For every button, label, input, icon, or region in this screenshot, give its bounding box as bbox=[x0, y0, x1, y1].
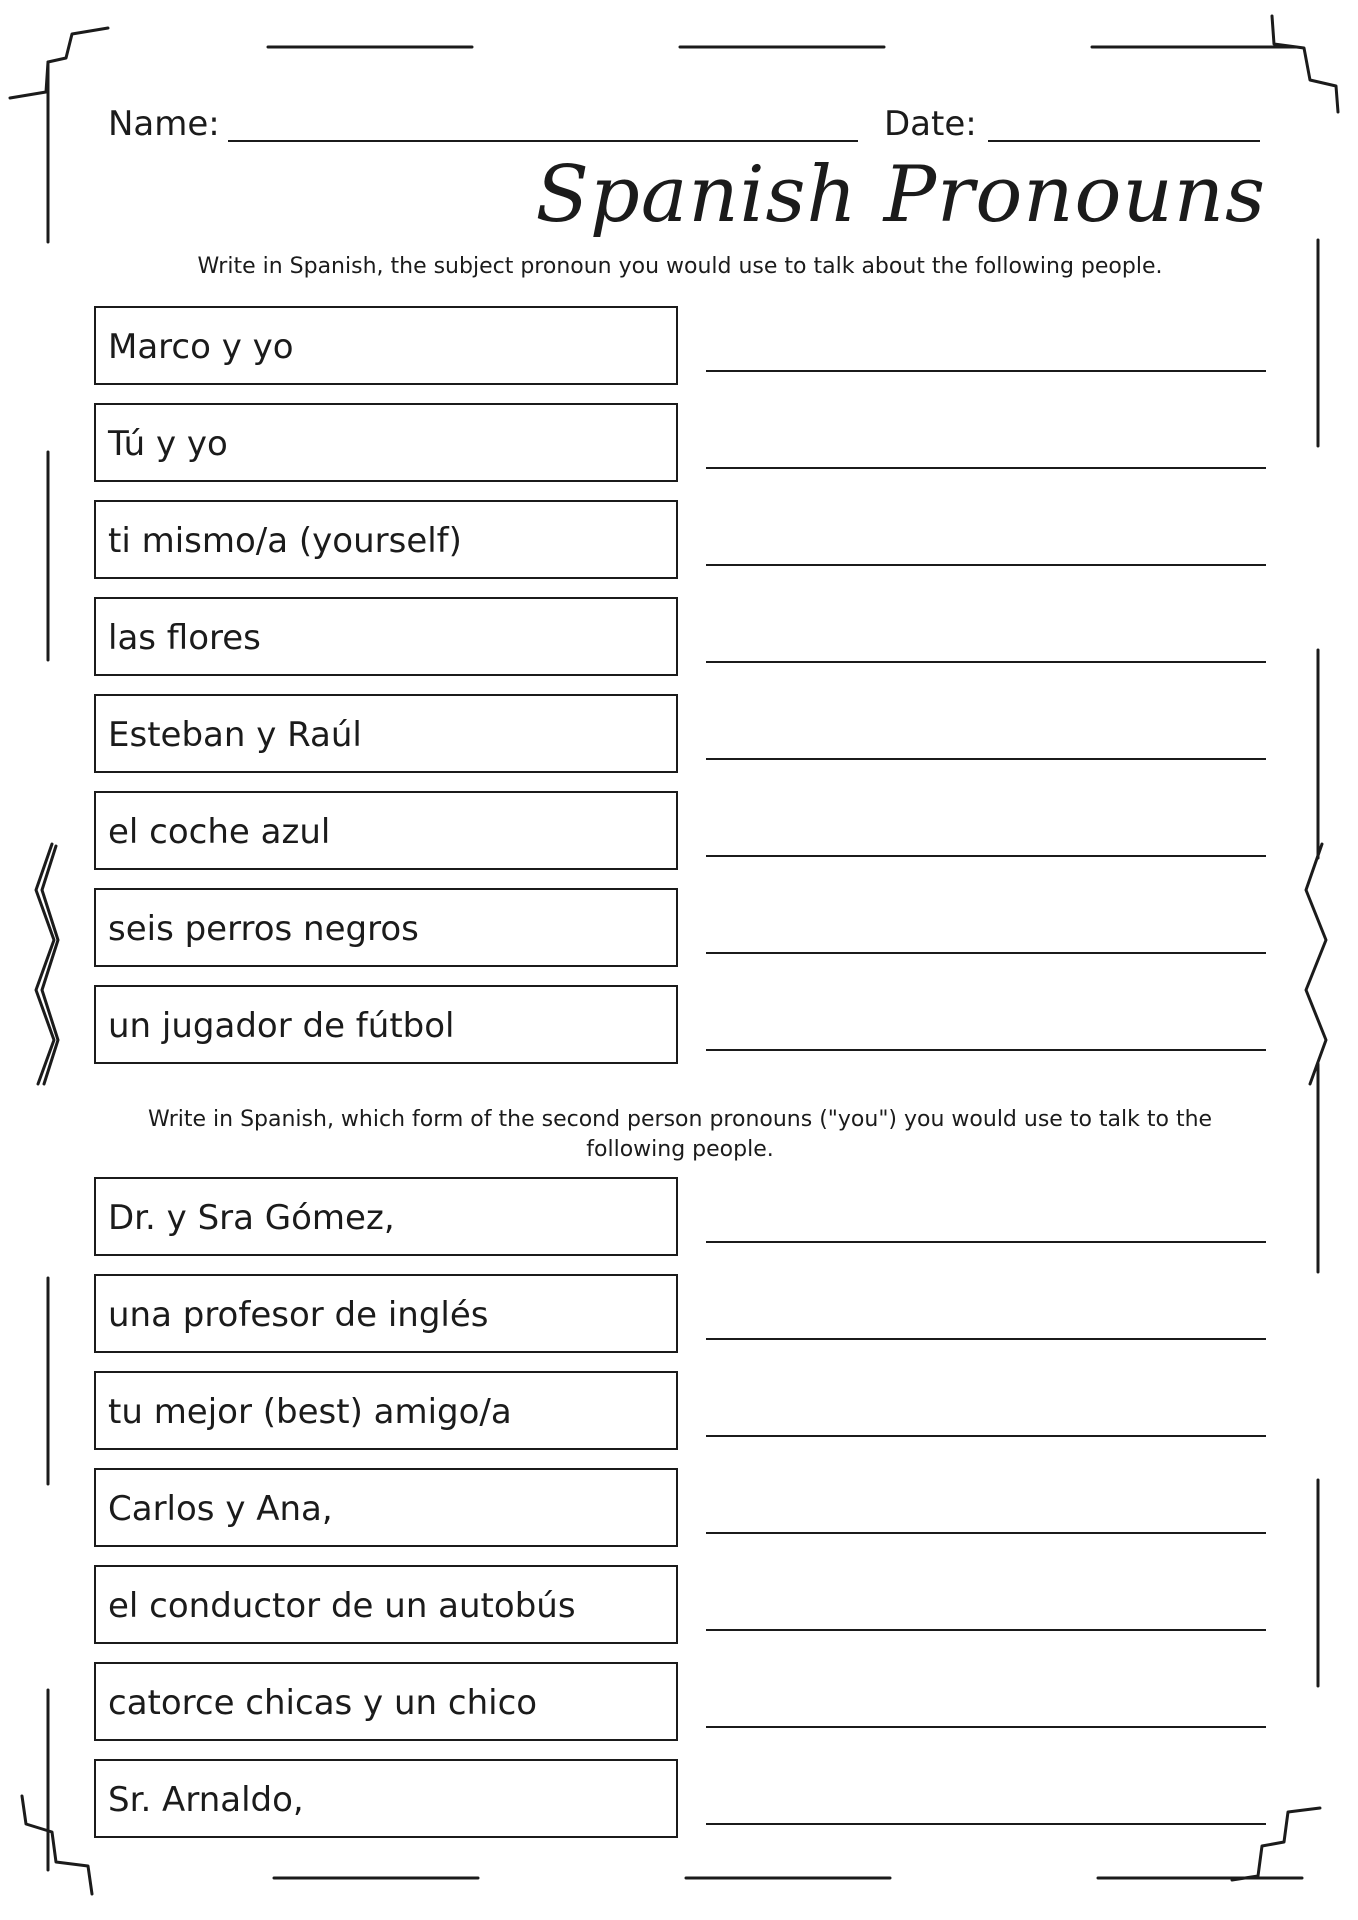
answer-line[interactable] bbox=[706, 1532, 1266, 1534]
prompt-box bbox=[94, 694, 678, 773]
question-row bbox=[94, 403, 1262, 486]
question-row bbox=[94, 306, 1262, 389]
prompt-text: Esteban y Raúl bbox=[108, 715, 362, 755]
answer-line[interactable] bbox=[706, 758, 1266, 760]
answer-line[interactable] bbox=[706, 1726, 1266, 1728]
prompt-text: una profesor de inglés bbox=[108, 1295, 489, 1335]
question-row bbox=[94, 500, 1262, 583]
answer-line[interactable] bbox=[706, 1435, 1266, 1437]
prompt-text: el conductor de un autobús bbox=[108, 1586, 576, 1626]
answer-line[interactable] bbox=[706, 1823, 1266, 1825]
prompt-box bbox=[94, 1662, 678, 1741]
prompt-text: un jugador de fútbol bbox=[108, 1006, 455, 1046]
prompt-text: tu mejor (best) amigo/a bbox=[108, 1392, 512, 1432]
question-row bbox=[94, 1177, 1262, 1260]
section1-instruction: Write in Spanish, the subject pronoun you would use to talk about the following people. bbox=[197, 254, 1163, 279]
prompt-box bbox=[94, 1274, 678, 1353]
prompt-box bbox=[94, 888, 678, 967]
page-title: Spanish Pronouns bbox=[535, 150, 1266, 240]
prompt-text: Sr. Arnaldo, bbox=[108, 1780, 304, 1820]
prompt-box bbox=[94, 500, 678, 579]
prompt-text: catorce chicas y un chico bbox=[108, 1683, 538, 1723]
answer-line[interactable] bbox=[706, 1629, 1266, 1631]
answer-line[interactable] bbox=[706, 952, 1266, 954]
answer-line[interactable] bbox=[706, 1049, 1266, 1051]
prompt-box bbox=[94, 403, 678, 482]
prompt-text: las flores bbox=[108, 618, 261, 658]
prompt-text: Marco y yo bbox=[108, 327, 294, 367]
question-row bbox=[94, 1759, 1262, 1842]
answer-line[interactable] bbox=[706, 1241, 1266, 1243]
answer-line[interactable] bbox=[706, 564, 1266, 566]
question-row bbox=[94, 791, 1262, 874]
date-field[interactable] bbox=[988, 140, 1260, 142]
prompt-box bbox=[94, 597, 678, 676]
name-label: Name: bbox=[108, 104, 220, 144]
answer-line[interactable] bbox=[706, 370, 1266, 372]
question-row bbox=[94, 1468, 1262, 1551]
section2-instruction: Write in Spanish, which form of the second person pronouns ("you") you would use to talk to the following people. bbox=[147, 1107, 1213, 1162]
prompt-box bbox=[94, 985, 678, 1064]
question-row bbox=[94, 1274, 1262, 1357]
prompt-box bbox=[94, 306, 678, 385]
question-row bbox=[94, 1565, 1262, 1648]
prompt-box bbox=[94, 1565, 678, 1644]
answer-line[interactable] bbox=[706, 467, 1266, 469]
prompt-text: Carlos y Ana, bbox=[108, 1489, 333, 1529]
prompt-box bbox=[94, 791, 678, 870]
prompt-box bbox=[94, 1468, 678, 1547]
prompt-text: Dr. y Sra Gómez, bbox=[108, 1198, 395, 1238]
prompt-text: seis perros negros bbox=[108, 909, 419, 949]
question-row bbox=[94, 1662, 1262, 1745]
prompt-text: ti mismo/a (yourself) bbox=[108, 521, 462, 561]
question-row bbox=[94, 985, 1262, 1068]
question-row bbox=[94, 888, 1262, 971]
prompt-text: Tú y yo bbox=[108, 424, 228, 464]
header-row bbox=[0, 104, 1358, 152]
question-row bbox=[94, 597, 1262, 680]
prompt-box bbox=[94, 1177, 678, 1256]
question-row bbox=[94, 1371, 1262, 1454]
name-field[interactable] bbox=[228, 140, 858, 142]
prompt-box bbox=[94, 1371, 678, 1450]
prompt-text: el coche azul bbox=[108, 812, 331, 852]
answer-line[interactable] bbox=[706, 855, 1266, 857]
answer-line[interactable] bbox=[706, 1338, 1266, 1340]
prompt-box bbox=[94, 1759, 678, 1838]
date-label: Date: bbox=[884, 104, 977, 144]
question-row bbox=[94, 694, 1262, 777]
answer-line[interactable] bbox=[706, 661, 1266, 663]
